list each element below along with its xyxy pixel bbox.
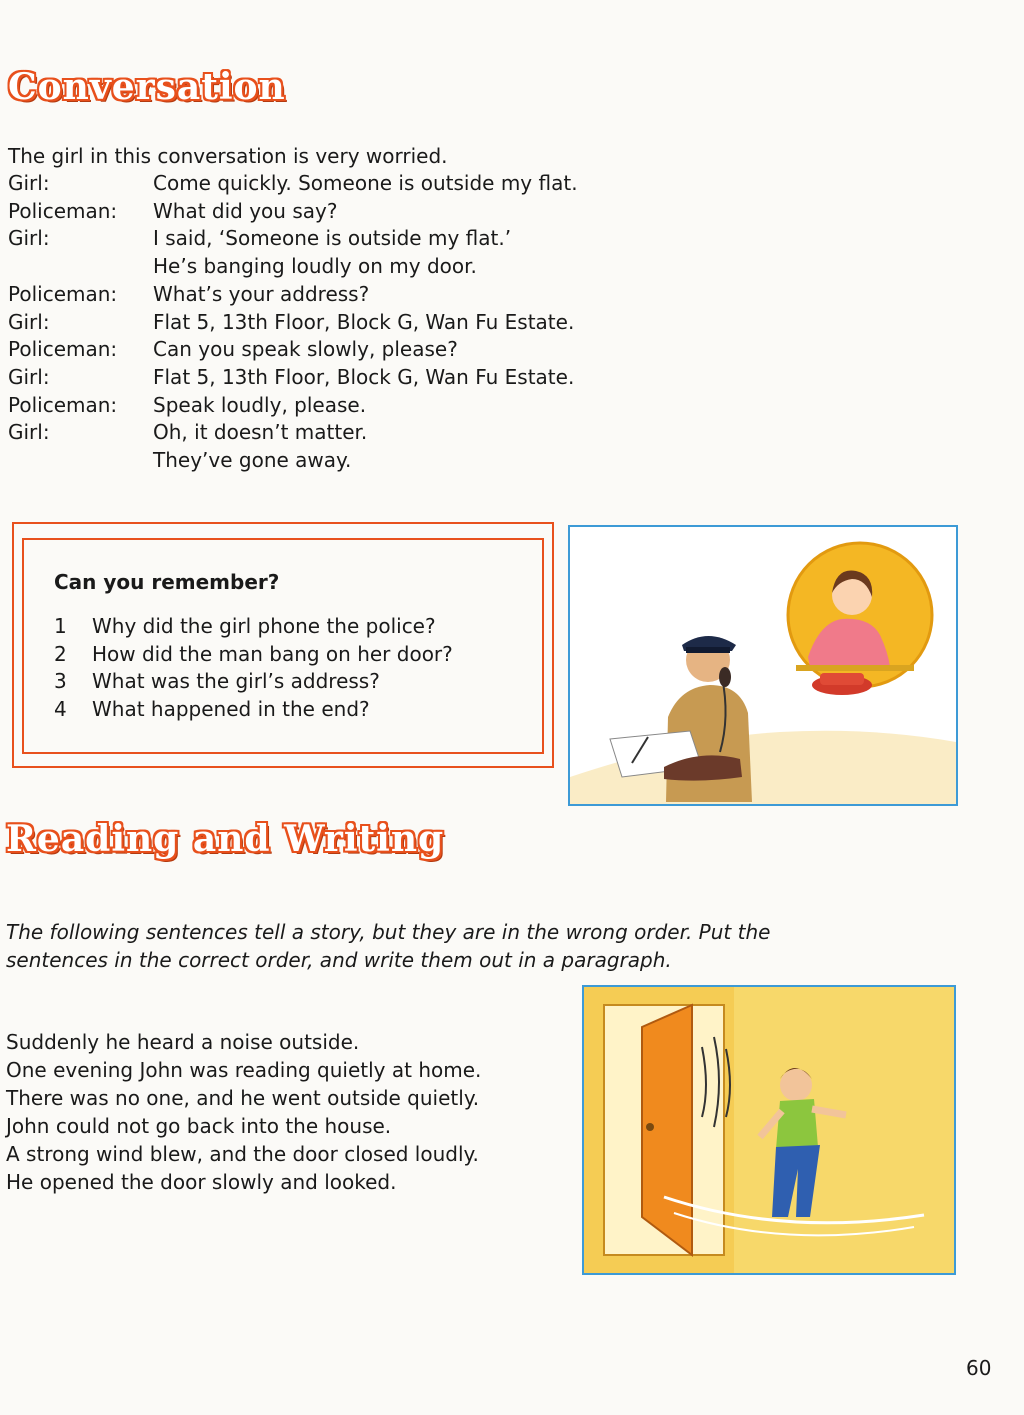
speaker: Girl:	[8, 364, 50, 389]
dialogue-line	[8, 309, 578, 337]
story-sentence: Suddenly he heard a noise outside.	[6, 1030, 360, 1054]
story-sentence: He opened the door slowly and looked.	[6, 1170, 397, 1194]
story-sentence: A strong wind blew, and the door closed loudly.	[6, 1142, 479, 1166]
instruction-text	[6, 918, 770, 974]
instruction-line: The following sentences tell a story, but they are in the wrong order. Put the	[6, 920, 771, 944]
speaker: Girl:	[8, 309, 50, 334]
reading-writing-heading: Reading and Writing	[6, 818, 445, 860]
conversation-intro: The girl in this conversation is very worried.	[8, 144, 448, 168]
line-text: What’s your address?	[153, 281, 370, 306]
question-list	[54, 613, 453, 723]
story-sentence: John could not go back into the house.	[6, 1114, 392, 1138]
policeman-phone-illustration	[568, 525, 958, 806]
page-number: 60	[966, 1356, 992, 1380]
dialogue-line	[8, 447, 578, 475]
line-text: They’ve gone away.	[153, 448, 352, 473]
line-text: Flat 5, 13th Floor, Block G, Wan Fu Estate.	[153, 309, 575, 334]
question-text: What was the girl’s address?	[92, 669, 380, 693]
speaker: Policeman:	[8, 281, 118, 306]
dialogue-line	[8, 336, 578, 364]
question-text: What happened in the end?	[92, 696, 370, 721]
question-item	[54, 641, 453, 669]
line-text: I said, ‘Someone is outside my flat.’	[153, 226, 512, 251]
line-text: What did you say?	[153, 198, 338, 223]
speaker	[8, 447, 153, 475]
line-text: Speak loudly, please.	[153, 392, 367, 417]
line-text: Oh, it doesn’t matter.	[153, 420, 368, 445]
conversation-heading: Conversation	[8, 66, 286, 108]
dialogue-line	[8, 225, 578, 253]
line-text: He’s banging loudly on my door.	[153, 254, 477, 279]
speaker: Policeman:	[8, 392, 118, 417]
question-item	[54, 696, 453, 724]
conversation-dialogue	[8, 170, 578, 475]
story-sentence: One evening John was reading quietly at home.	[6, 1058, 482, 1082]
policeman-phone-drawing	[570, 527, 956, 804]
dialogue-line	[8, 364, 578, 392]
speaker: Girl:	[8, 226, 50, 251]
speaker: Girl:	[8, 171, 50, 195]
dialogue-line	[8, 392, 578, 420]
question-item	[54, 613, 453, 641]
question-text: How did the man bang on her door?	[92, 641, 453, 666]
dialogue-line	[8, 419, 578, 447]
speaker: Policeman:	[8, 198, 118, 223]
remember-title: Can you remember?	[54, 570, 280, 594]
question-number: 4	[54, 696, 67, 721]
door-slam-illustration	[582, 985, 956, 1275]
question-number: 3	[54, 669, 67, 693]
question-number: 2	[54, 641, 67, 666]
dialogue-line	[8, 170, 578, 198]
dialogue-line	[8, 281, 578, 309]
speaker: Girl:	[8, 420, 50, 445]
dialogue-line	[8, 253, 578, 281]
story-sentences	[6, 1028, 481, 1196]
question-text: Why did the girl phone the police?	[92, 614, 436, 638]
dialogue-line	[8, 198, 578, 226]
instruction-line: sentences in the correct order, and write them out in a paragraph.	[6, 948, 672, 972]
line-text: Come quickly. Someone is outside my flat.	[153, 171, 578, 195]
story-sentence: There was no one, and he went outside quietly.	[6, 1086, 480, 1110]
speaker	[8, 253, 153, 281]
line-text: Flat 5, 13th Floor, Block G, Wan Fu Estate.	[153, 364, 575, 389]
line-text: Can you speak slowly, please?	[153, 337, 458, 362]
question-item	[54, 668, 453, 696]
door-slam-drawing	[584, 987, 954, 1273]
speaker: Policeman:	[8, 337, 118, 362]
question-number: 1	[54, 614, 67, 638]
